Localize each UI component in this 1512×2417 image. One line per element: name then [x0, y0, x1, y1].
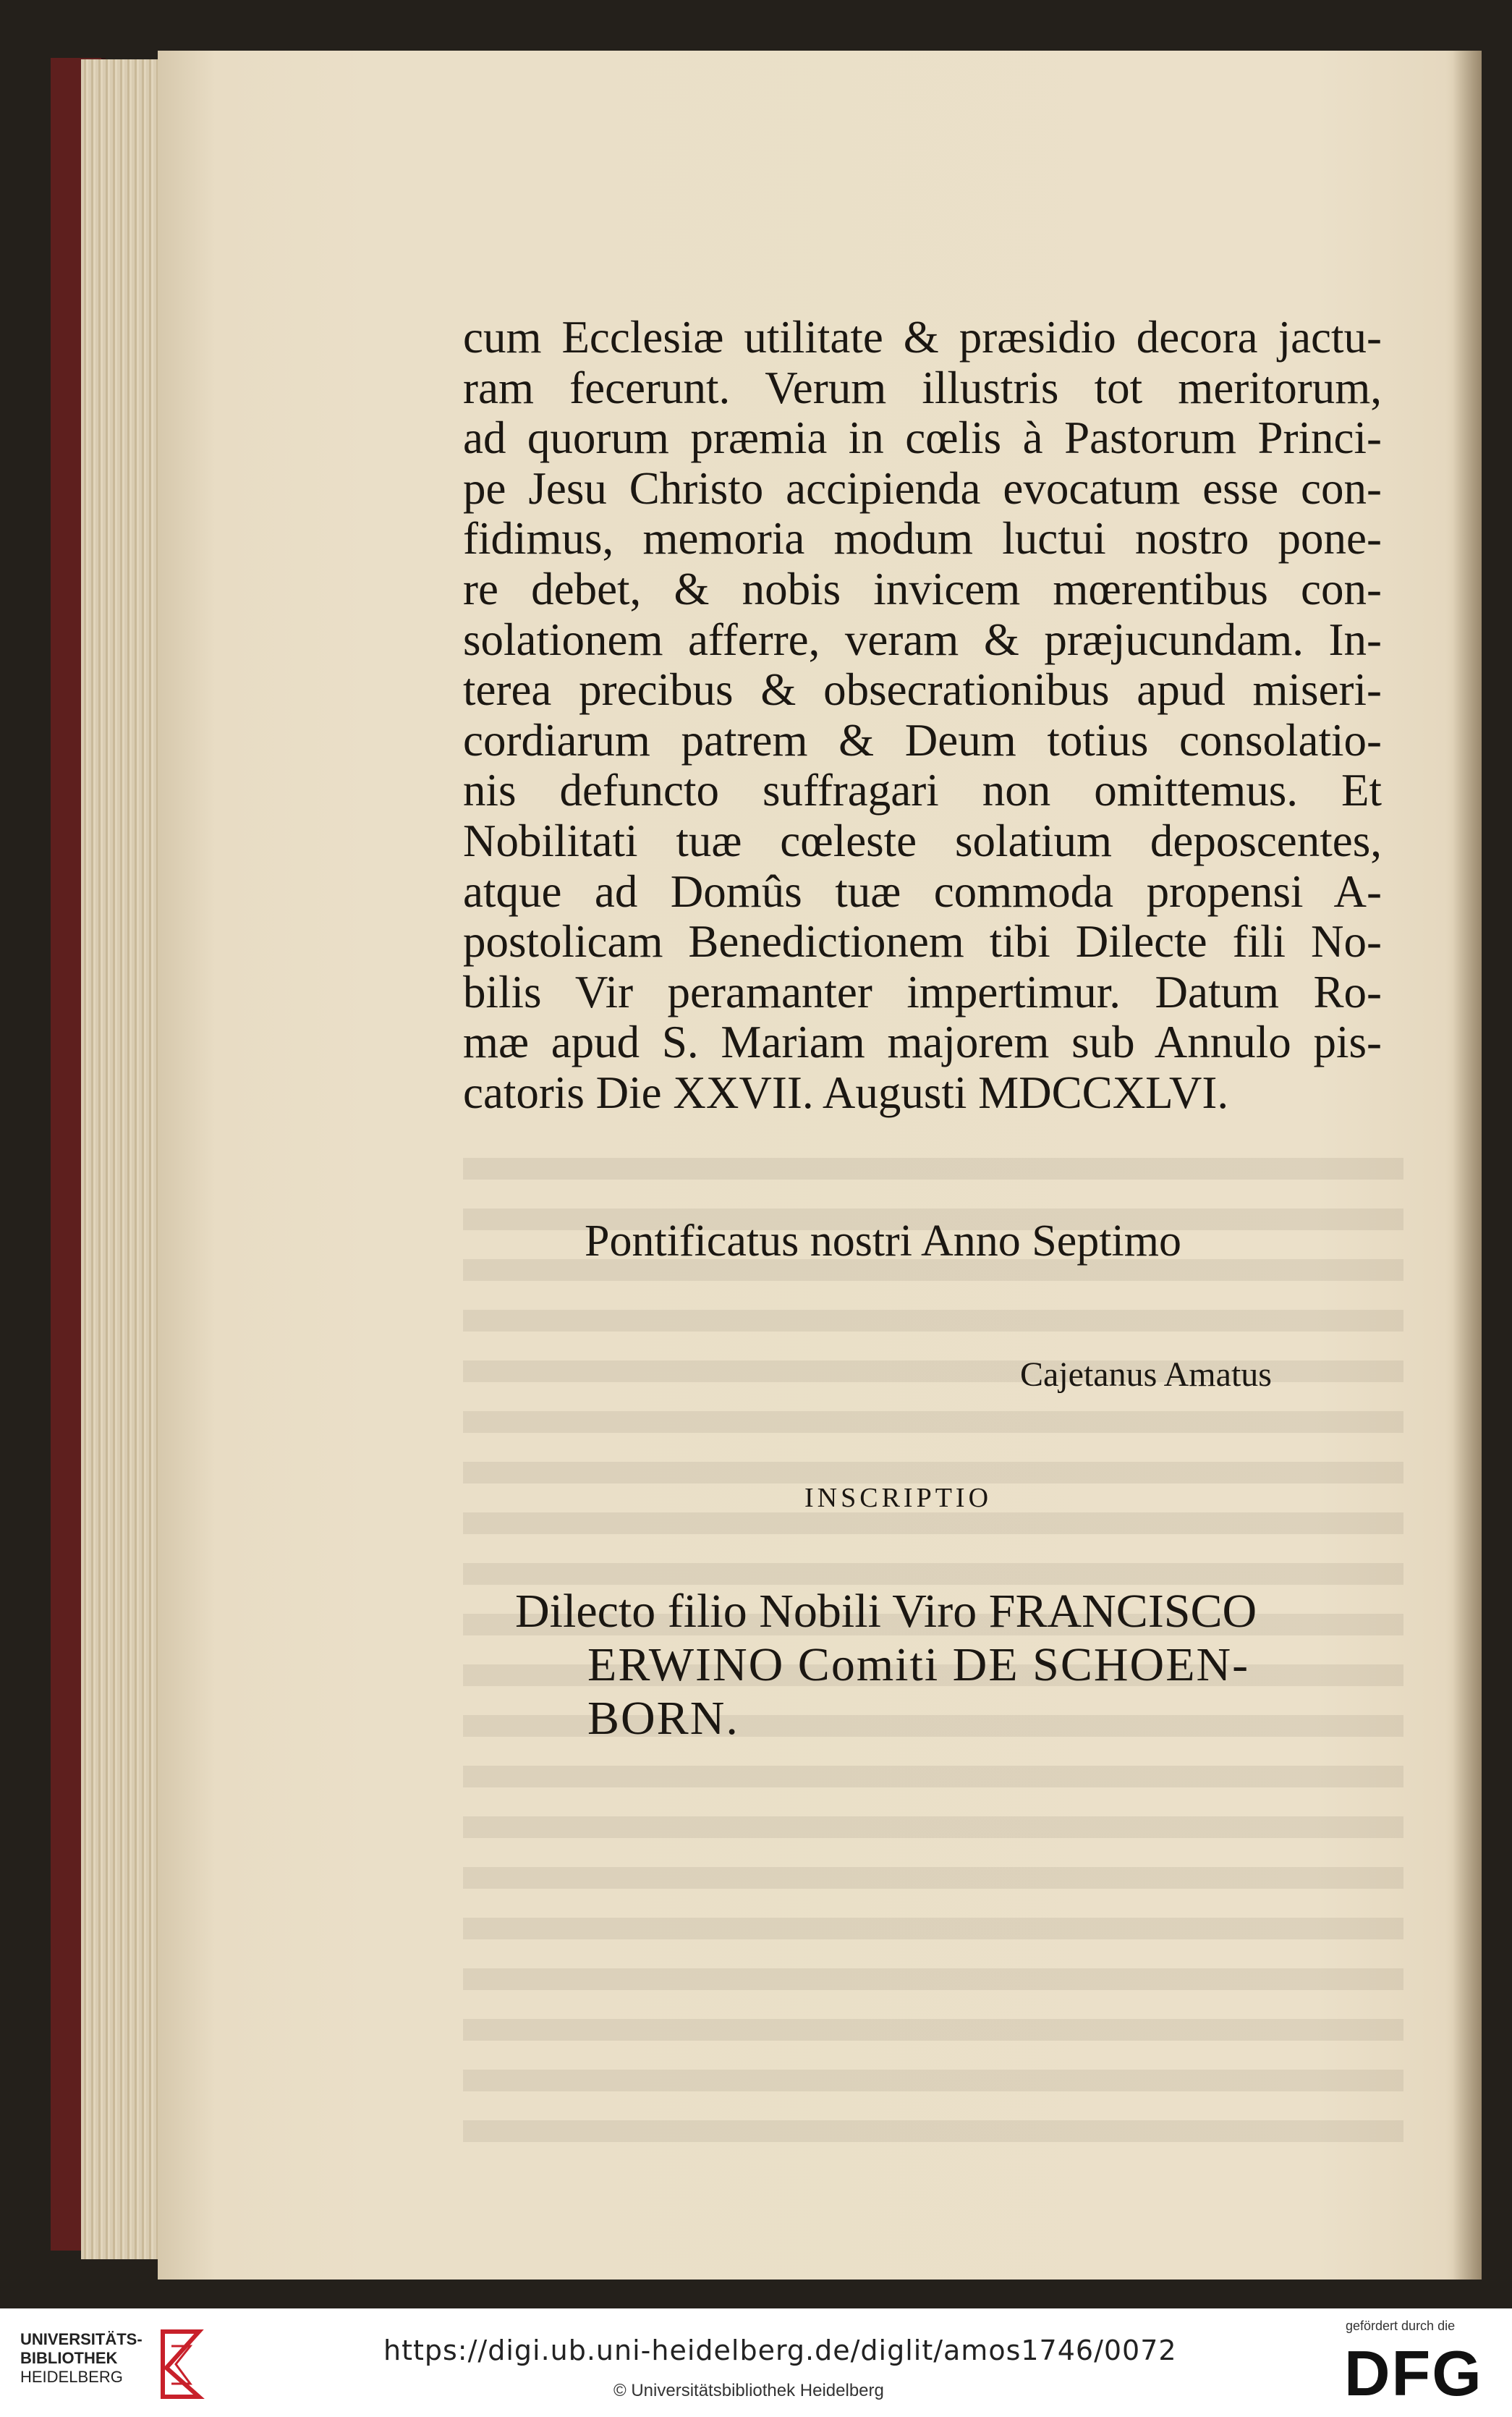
body-line: cordiarum patrem & Deum totius consolatio-	[463, 714, 1382, 766]
body-line: ad quorum præmia in cœlis à Pastorum Princi-	[463, 412, 1382, 464]
copyright-notice: © Universitätsbibliothek Heidelberg	[613, 2381, 884, 2400]
body-line: mæ apud S. Mariam majorem sub Annulo pis-	[463, 1017, 1382, 1068]
body-line: ram fecerunt. Verum illustris tot meritorum,	[463, 362, 1382, 413]
body-line: pe Jesu Christo accipienda evocatum esse con-	[463, 462, 1382, 514]
body-line: bilis Vir peramanter impertimur. Datum Ro-	[463, 966, 1382, 1017]
body-line: catoris Die XXVII. Augusti MDCCXLVI.	[463, 1067, 1229, 1118]
address-line: ERWINO Comiti DE SCHOEN-	[587, 1638, 1250, 1691]
address-line: Dilecto filio Nobili Viro FRANCISCO	[515, 1585, 1257, 1638]
page-edges	[81, 59, 161, 2259]
body-line: cum Ecclesiæ utilitate & præsidio decora jactu-	[463, 312, 1382, 363]
inscriptio-heading: INSCRIPTIO	[804, 1483, 993, 1513]
viewer-footer	[0, 2308, 1512, 2417]
pontificatus-line: Pontificatus nostri Anno Septimo	[585, 1216, 1181, 1266]
body-line: postolicam Benedictionem tibi Dilecte fili No-	[463, 916, 1382, 968]
library-name-line: UNIVERSITÄTS-	[20, 2330, 143, 2348]
body-line: re debet, & nobis invicem mœrentibus con-	[463, 563, 1382, 614]
address-block	[515, 1585, 1383, 1745]
letter-body-text	[463, 313, 1382, 1119]
library-name	[20, 2330, 143, 2387]
body-line: atque ad Domûs tuæ commoda propensi A-	[463, 865, 1382, 917]
permalink-url[interactable]: https://digi.ub.uni-heidelberg.de/diglit/amos1746/0072	[383, 2335, 1177, 2366]
library-name-line: BIBLIOTHEK	[20, 2349, 118, 2367]
body-line: fidimus, memoria modum luctui nostro pone-	[463, 513, 1382, 564]
library-logo-icon	[156, 2324, 206, 2404]
body-line: Nobilitati tuæ cœleste solatium deposcentes,	[463, 815, 1382, 866]
dfg-logo: DFG	[1344, 2337, 1483, 2409]
funding-note: gefördert durch die	[1346, 2319, 1456, 2333]
address-line: BORN.	[587, 1692, 739, 1745]
body-line: nis defuncto suffragari non omittemus. Et	[463, 765, 1382, 816]
page-gutter-shadow	[1453, 51, 1482, 2280]
signature: Cajetanus Amatus	[1020, 1355, 1272, 1394]
body-line: terea precibus & obsecrationibus apud miseri-	[463, 664, 1382, 716]
library-name-line: HEIDELBERG	[20, 2368, 123, 2386]
body-line: solationem afferre, veram & præjucundam. In-	[463, 614, 1382, 665]
